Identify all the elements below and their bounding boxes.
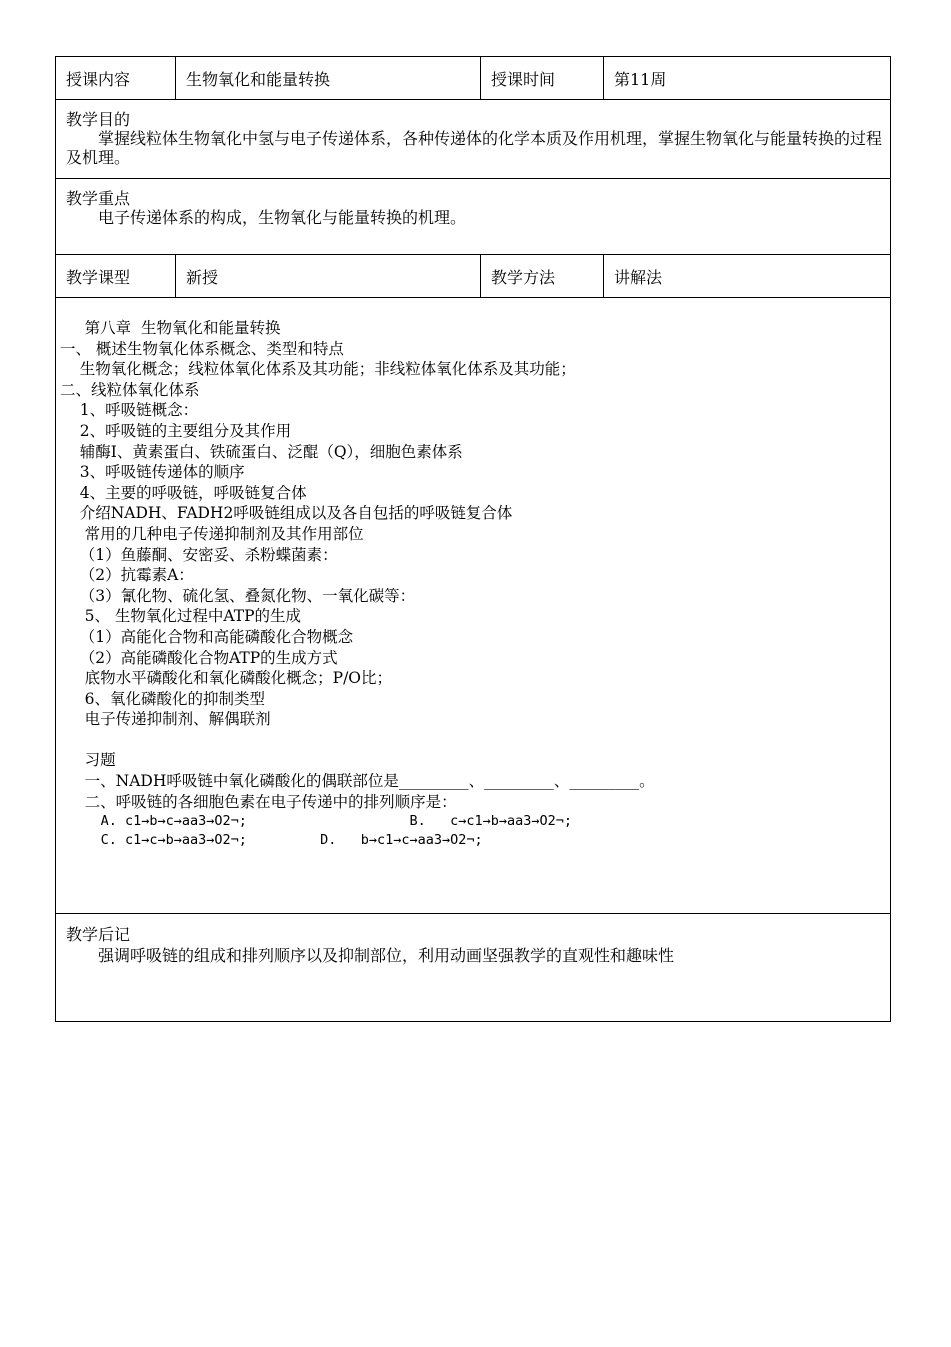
key-points-row <box>56 179 890 255</box>
content-line: 6、氧化磷酸化的抑制类型 <box>60 689 265 708</box>
content-row <box>56 298 890 914</box>
content-line: 介绍NADH、FADH2呼吸链组成以及各自包括的呼吸链复合体 <box>60 504 513 523</box>
course-time-label: 授课时间 <box>481 57 604 99</box>
content-line: 习题 <box>60 751 116 770</box>
afterword-text: 强调呼吸链的组成和排列顺序以及抑制部位，利用动画坚强教学的直观性和趣味性 <box>98 946 675 965</box>
content-lines <box>60 318 882 812</box>
content-line: 一、NADH呼吸链中氧化磷酸化的偶联部位是_________、_________、_________。 <box>60 772 655 791</box>
content-line: 常用的几种电子传递抑制剂及其作用部位 <box>60 524 364 543</box>
content-line: 一、 概述生物氧化体系概念、类型和特点 <box>60 339 344 358</box>
objectives-row <box>56 100 890 179</box>
content-line: （3）氰化物、硫化氢、叠氮化物、一氧化碳等： <box>60 586 416 605</box>
content-line: 底物水平磷酸化和氧化磷酸化概念；P/O比； <box>60 669 392 688</box>
content-line: 4、主要的呼吸链，呼吸链复合体 <box>60 483 307 502</box>
lesson-type-value: 新授 <box>176 255 481 297</box>
exercise-options <box>60 812 882 850</box>
afterword-row <box>56 914 890 1021</box>
key-points-block <box>56 179 890 254</box>
teaching-method-value: 讲解法 <box>614 267 663 287</box>
course-content-value: 生物氧化和能量转换 <box>176 57 481 99</box>
content-line: （2）抗霉素A： <box>60 566 194 585</box>
lesson-type-label: 教学课型 <box>56 255 176 297</box>
content-line: 3、呼吸链传递体的顺序 <box>60 463 245 482</box>
teaching-method-label: 教学方法 <box>481 255 604 297</box>
objectives-text: 掌握线粒体生物氧化中氢与电子传递体系，各种传递体的化学本质及作用机理，掌握生物氧化与能量转换的过程及机理。 <box>66 129 883 167</box>
content-line <box>60 730 882 751</box>
content-line: 二、线粒体氧化体系 <box>60 380 200 399</box>
content-line: （2）高能磷酸化合物ATP的生成方式 <box>60 648 338 667</box>
objectives-title: 教学目的 <box>66 110 131 129</box>
content-line: 生物氧化概念；线粒体氧化体系及其功能；非线粒体氧化体系及其功能； <box>60 360 576 379</box>
course-content-label: 授课内容 <box>56 57 176 99</box>
lesson-content <box>56 298 890 913</box>
lesson-plan-table <box>55 56 891 1022</box>
content-line: 第八章 生物氧化和能量转换 <box>60 319 281 337</box>
course-info-row <box>56 57 890 100</box>
objectives-block <box>56 100 890 178</box>
content-line: 5、 生物氧化过程中ATP的生成 <box>60 607 302 626</box>
key-points-text: 电子传递体系的构成，生物氧化与能量转换的机理。 <box>98 208 467 227</box>
content-line: 1、呼吸链概念： <box>60 401 199 420</box>
content-line: 电子传递抑制剂、解偶联剂 <box>60 710 271 729</box>
course-time-value: 第11周 <box>614 69 667 89</box>
content-line: 2、呼吸链的主要组分及其作用 <box>60 421 292 440</box>
lesson-type-row <box>56 255 890 298</box>
content-line: 辅酶Ⅰ、黄素蛋白、铁硫蛋白、泛醌（Q），细胞色素体系 <box>60 442 463 461</box>
content-line: （1）高能化合物和高能磷酸化合物概念 <box>60 627 354 646</box>
exercise-option-line: C. c1→c→b→aa3→O2¬; D. b→c1→c→aa3→O2¬; <box>60 832 483 849</box>
exercise-option-line: A. c1→b→c→aa3→O2¬; B. c→c1→b→aa3→O2¬; <box>60 813 573 830</box>
key-points-title: 教学重点 <box>66 189 131 208</box>
content-line: 二、呼吸链的各细胞色素在电子传递中的排列顺序是： <box>60 792 457 811</box>
afterword-title: 教学后记 <box>66 925 131 944</box>
content-line: （1）鱼藤酮、安密妥、杀粉蝶菌素： <box>60 545 338 564</box>
afterword-block <box>56 914 890 1021</box>
